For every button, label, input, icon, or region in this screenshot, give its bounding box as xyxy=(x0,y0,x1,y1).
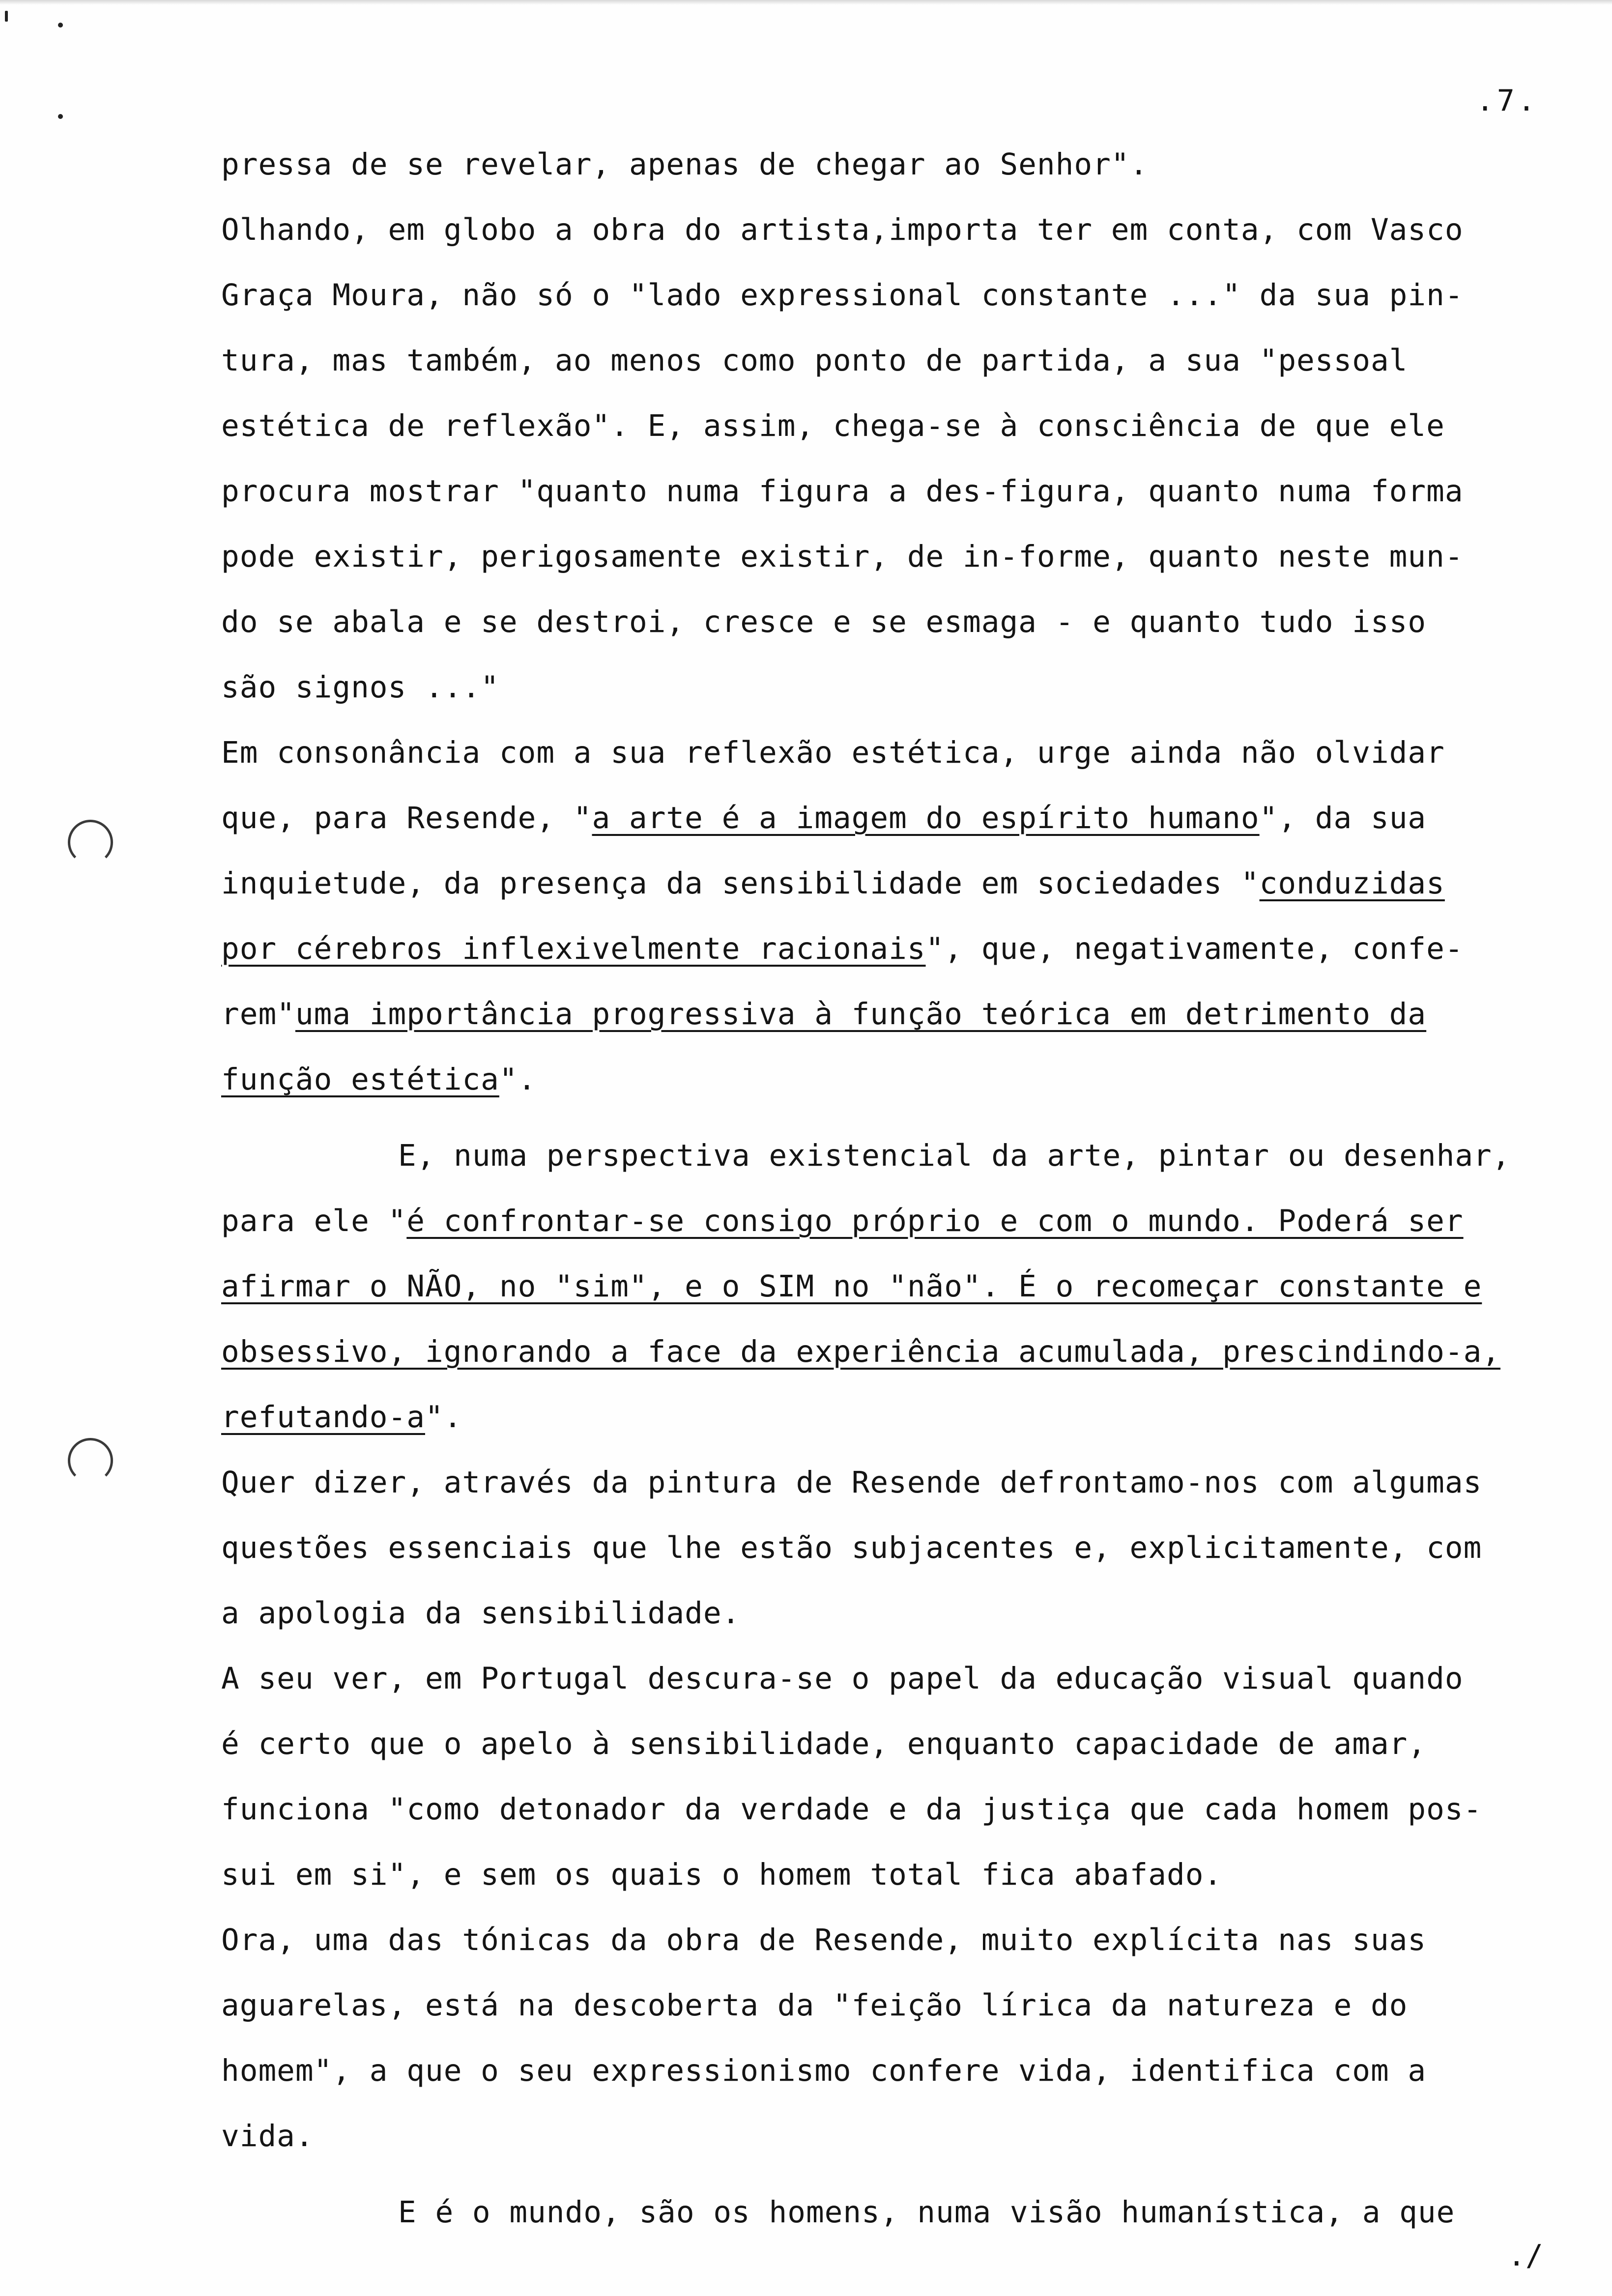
text-line xyxy=(221,1842,1558,1907)
page-number: .7. xyxy=(1476,84,1538,118)
punch-hole-top xyxy=(68,820,113,865)
text-segment: pressa de se revelar, apenas de chegar ao Senhor". xyxy=(221,147,1149,182)
text-line xyxy=(221,1384,1558,1450)
text-segment: sui em si", e sem os quais o homem total fica abafado. xyxy=(221,1857,1223,1892)
text-line xyxy=(221,197,1558,262)
underlined-quote: afirmar o NÃO, no "sim", e o SIM no "não". É o recomeçar constante e xyxy=(221,1269,1482,1304)
paragraph-gap xyxy=(221,2169,1558,2180)
scan-speck xyxy=(58,114,63,119)
text-line xyxy=(221,1123,1558,1188)
text-line xyxy=(221,1777,1558,1842)
underlined-quote: por cérebros inflexivelmente racionais xyxy=(221,931,926,966)
text-segment: são signos ..." xyxy=(221,670,499,705)
text-line xyxy=(221,1319,1558,1384)
underlined-quote: conduzidas xyxy=(1259,866,1445,901)
text-segment: Graça Moura, não só o "lado expressional constante ..." da sua pin- xyxy=(221,278,1464,313)
scan-edge xyxy=(0,0,1612,5)
underlined-quote: uma importância progressiva à função teórica em detrimento da xyxy=(295,997,1427,1032)
text-line xyxy=(221,916,1558,981)
text-line xyxy=(221,2038,1558,2103)
continuation-mark: ./ xyxy=(1507,2239,1543,2273)
text-line xyxy=(221,1515,1558,1580)
underlined-quote: função estética xyxy=(221,1062,499,1097)
text-segment: do se abala e se destroi, cresce e se esmaga - e quanto tudo isso xyxy=(221,604,1427,639)
text-line xyxy=(221,1450,1558,1515)
text-segment: aguarelas, está na descoberta da "feição lírica da natureza e do xyxy=(221,1988,1408,2023)
scan-speck xyxy=(5,11,8,22)
scan-speck xyxy=(58,23,63,28)
text-line xyxy=(221,524,1558,589)
text-line xyxy=(221,1973,1558,2038)
text-segment: para ele " xyxy=(221,1204,407,1238)
text-line xyxy=(221,1047,1558,1112)
text-line xyxy=(221,720,1558,785)
text-line xyxy=(221,328,1558,393)
text-segment: ", da sua xyxy=(1259,801,1427,835)
underlined-quote: é confrontar-se consigo próprio e com o mundo. Poderá ser xyxy=(406,1204,1464,1238)
text-line xyxy=(221,1646,1558,1711)
underlined-quote: refutando-a xyxy=(221,1400,425,1435)
body-text xyxy=(221,132,1558,2245)
underlined-quote: obsessivo, ignorando a face da experiência acumulada, prescindindo-a, xyxy=(221,1334,1501,1369)
text-segment: é certo que o apelo à sensibilidade, enquanto capacidade de amar, xyxy=(221,1726,1427,1761)
text-segment: tura, mas também, ao menos como ponto de partida, a sua "pessoal xyxy=(221,343,1408,378)
text-line xyxy=(221,2180,1558,2245)
text-segment: procura mostrar "quanto numa figura a des-figura, quanto numa forma xyxy=(221,474,1464,509)
text-line xyxy=(221,132,1558,197)
underlined-quote: a arte é a imagem do espírito humano xyxy=(592,801,1260,835)
text-segment: estética de reflexão". E, assim, chega-se à consciência de que ele xyxy=(221,408,1445,443)
text-line xyxy=(221,262,1558,328)
text-segment: ", que, negativamente, confe- xyxy=(925,931,1464,966)
text-line xyxy=(221,393,1558,459)
text-segment: A seu ver, em Portugal descura-se o papel da educação visual quando xyxy=(221,1661,1464,1696)
text-line xyxy=(221,589,1558,655)
text-segment: ". xyxy=(425,1400,462,1435)
text-line xyxy=(221,981,1558,1047)
text-line xyxy=(221,1254,1558,1319)
text-line xyxy=(221,655,1558,720)
text-segment: E é o mundo, são os homens, numa visão humanística, a que xyxy=(398,2195,1455,2230)
text-segment: Quer dizer, através da pintura de Resende defrontamo-nos com algumas xyxy=(221,1465,1482,1500)
text-segment: questões essenciais que lhe estão subjacentes e, explicitamente, com xyxy=(221,1530,1482,1565)
text-line xyxy=(221,1711,1558,1777)
text-segment: pode existir, perigosamente existir, de in-forme, quanto neste mun- xyxy=(221,539,1464,574)
text-line xyxy=(221,1188,1558,1254)
text-segment: que, para Resende, " xyxy=(221,801,592,835)
text-segment: Em consonância com a sua reflexão estética, urge ainda não olvidar xyxy=(221,735,1445,770)
text-line xyxy=(221,785,1558,851)
text-segment: E, numa perspectiva existencial da arte, pintar ou desenhar, xyxy=(398,1138,1511,1173)
text-segment: Olhando, em globo a obra do artista,importa ter em conta, com Vasco xyxy=(221,212,1464,247)
text-line xyxy=(221,459,1558,524)
text-segment: Ora, uma das tónicas da obra de Resende, muito explícita nas suas xyxy=(221,1923,1427,1957)
text-line xyxy=(221,851,1558,916)
text-segment: funciona "como detonador da verdade e da justiça que cada homem pos- xyxy=(221,1792,1482,1827)
text-segment: inquietude, da presença da sensibilidade em sociedades " xyxy=(221,866,1260,901)
text-segment: ". xyxy=(499,1062,537,1097)
paragraph-gap xyxy=(221,1112,1558,1123)
text-line xyxy=(221,2103,1558,2169)
text-segment: vida. xyxy=(221,2119,314,2153)
text-segment: homem", a que o seu expressionismo confere vida, identifica com a xyxy=(221,2053,1427,2088)
text-line xyxy=(221,1907,1558,1973)
text-segment: rem" xyxy=(221,997,295,1032)
punch-hole-bottom xyxy=(68,1438,113,1483)
text-segment: a apologia da sensibilidade. xyxy=(221,1596,741,1631)
text-line xyxy=(221,1580,1558,1646)
